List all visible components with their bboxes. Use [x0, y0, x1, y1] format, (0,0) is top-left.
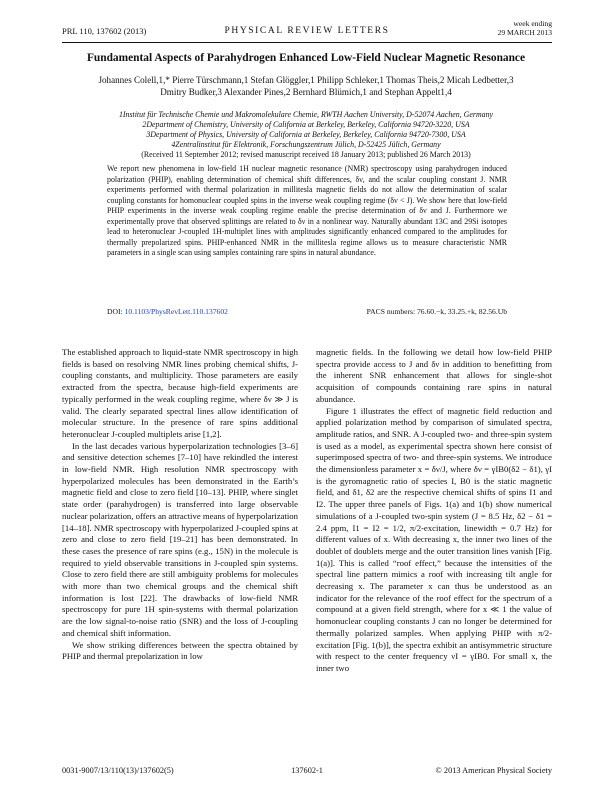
abstract: We report new phenomena in low-field 1H nuclear magnetic resonance (NMR) spectroscopy using parahydrogen induced polarization (PHIP), enabling determination of chemical shift differences, δν, and the scalar coupling constant J. NMR experiments performed with thermal polarization in millitesla magnetic fields do not allow the determination of scalar coupling constants for homonuclear coupled spins in the inverse weak coupling regime (δν < J). We show here that low-field PHIP experiments in the inverse weak coupling regime enable the precise determination of δν and J. Furthermore we experimentally prove that observed splittings are related to δν in a nonlinear way. Naturally abundant 13C and 29Si isotopes lead to heteronuclear J-coupled 1H-multiplet lines with amplitudes significantly enhanced compared to the amplitudes for thermally prepolarized spins. PHIP-enhanced NMR in the millitesla regime allows us to measure characteristic NMR parameters in a single scan using samples containing rare spins in natural abundance. [107, 164, 507, 258]
author-line: Johannes Colell,1,* Pierre Türschmann,1 Stefan Glöggler,1 Philipp Schleker,1 Thomas Theis,2 Micah Ledbetter,3 [98, 75, 514, 85]
body-paragraph: In the last decades various hyperpolarization technologies [3–6] and sensitive detection schemes [7–10] have rekindled the interest in low-field NMR. High resolution NMR spectroscopy with hyperpolarized molecules has been demonstrated in the Earth’s magnetic field and close to zero field [10–13]. PHIP, where singlet state order (parahydrogen) is transferred into large observable nuclear polarization, offers an attractive means of hyperpolarization [14–18]. NMR spectroscopy with hyperpolarized J-coupled spins at zero and close to zero field [19–21] has been demonstrated. In these cases the presence of rare spins (e.g., 15N) in the molecule is required to yield observable transitions in J-coupled spin systems. Close to zero field there are still ambiguity problems for molecules with more than two chemical groups and the chemical shift information is lost [22]. The drawbacks of low-field NMR spectroscopy for pure 1H spin-systems with thermal polarization are the low signal-to-noise ratio (SNR) and the loss of J-coupling and chemical shift information. [62, 440, 298, 638]
page-number: 137602-1 [291, 766, 323, 775]
doi-link[interactable]: 10.1103/PhysRevLett.110.137602 [124, 307, 228, 316]
author-list [40, 74, 572, 98]
affiliation: 3Department of Physics, University of California at Berkeley, Berkeley, California 94720-7300, USA [146, 129, 466, 139]
affiliations [40, 110, 572, 150]
header-rule [62, 42, 552, 43]
pacs-numbers: PACS numbers: 76.60.−k, 33.25.+k, 82.56.Ub [366, 307, 507, 316]
affiliation: 4Zentralinstitut für Elektronik, Forschungszentrum Jülich, D-52425 Jülich, Germany [171, 139, 441, 149]
body-paragraph: magnetic fields. In the following we detail how low-field PHIP spectra provide access to J and δν in addition to benefitting from the inherent SNR enhancement that allows for single-shot acquisition of compounds containing rare spins in natural abundance. [316, 347, 552, 404]
received-dates: (Received 11 September 2012; revised manuscript received 18 January 2013; published 26 March 2013) [141, 150, 471, 159]
doi-row [107, 307, 507, 316]
affiliation: 2Department of Chemistry, University of California at Berkeley, Berkeley, California 94720-3220, USA [142, 119, 470, 129]
body-paragraph: Figure 1 illustrates the effect of magnetic field reduction and applied polarization method by comparison of simulated spectra, amplitude ratios, and SNR. A J-coupled two- and three-spin system is used as a model, as experimental spectra shown here consist of superimposed spectra of two- and three-spin systems. We introduce the dimensionless parameter x = δν/J, where δν = γIB0(δ2 − δ1), γI is the gyromagnetic ratio of species I, B0 is the static magnetic field, and δ1, δ2 are the respective chemical shifts of spins I1 and I2. The upper three panels of Figs. 1(a) and 1(b) show numerical simulations of a J-coupled two-spin system (J = 8.5 Hz, δ2 − δ1 = 2.4 ppm, I1 = I2 = 1/2, π/2-excitation, linewidth = 0.7 Hz) for different values of x. With decreasing x, the inner two lines of the doublet of doublets merge and the outer transition lines vanish [Fig. 1(a)]. This is called “roof effect,” because the intensities of the spectral line pattern mimics a roof with increasing tilt angle for decreasing x. The parameter x can thus be understood as an indicator for the relevance of the roof effect for the spectrum of a compound at a given field strength, where for x ≪ 1 the value of homonuclear coupling constants J can no longer be determined for thermally polarized samples. When applying PHIP with π/2-excitation [Fig. 1(b)], the spectra exhibit an antisymmetric structure with respect to the center frequency νI = γIB0. For small x, the inner two [316, 405, 552, 673]
body-paragraph: The established approach to liquid-state NMR spectroscopy in high fields is based on resolving NMR lines probing chemical shifts, J-coupling constants, and multiplicity. Those parameters are easily extracted from the spectra, because high-field experiments are typically performed in the weak coupling regime, where δν ≫ J is valid. The clearly separated spectral lines allow identification of molecular structure. In the presence of rare spins additional heteronuclear J-coupled multiplets arise [1,2]. [62, 347, 298, 439]
doi-label: DOI: [107, 307, 123, 316]
issue-date [498, 20, 552, 38]
article-identifier: 0031-9007/13/110(13)/137602(5) [62, 766, 174, 775]
week-ending-date: 29 MARCH 2013 [497, 27, 552, 37]
article-title: Fundamental Aspects of Parahydrogen Enhanced Low-Field Nuclear Magnetic Resonance [86, 52, 526, 64]
journal-name: PHYSICAL REVIEW LETTERS [224, 26, 390, 36]
body-column-right [316, 347, 552, 675]
body-column-left [62, 347, 298, 663]
week-ending-label: week ending [513, 19, 552, 28]
journal-reference: PRL 110, 137602 (2013) [62, 26, 147, 36]
running-header [62, 20, 552, 40]
author-line: Dmitry Budker,3 Alexander Pines,2 Bernhard Blümich,1 and Stephan Appelt1,4 [160, 87, 452, 98]
body-paragraph: We show striking differences between the spectra obtained by PHIP and thermal prepolarization in low [62, 639, 298, 662]
copyright: © 2013 American Physical Society [435, 766, 552, 775]
affiliation: 1Institut für Technische Chemie und Makromolekulare Chemie, RWTH Aachen University, D-52074 Aachen, Germany [118, 110, 494, 119]
